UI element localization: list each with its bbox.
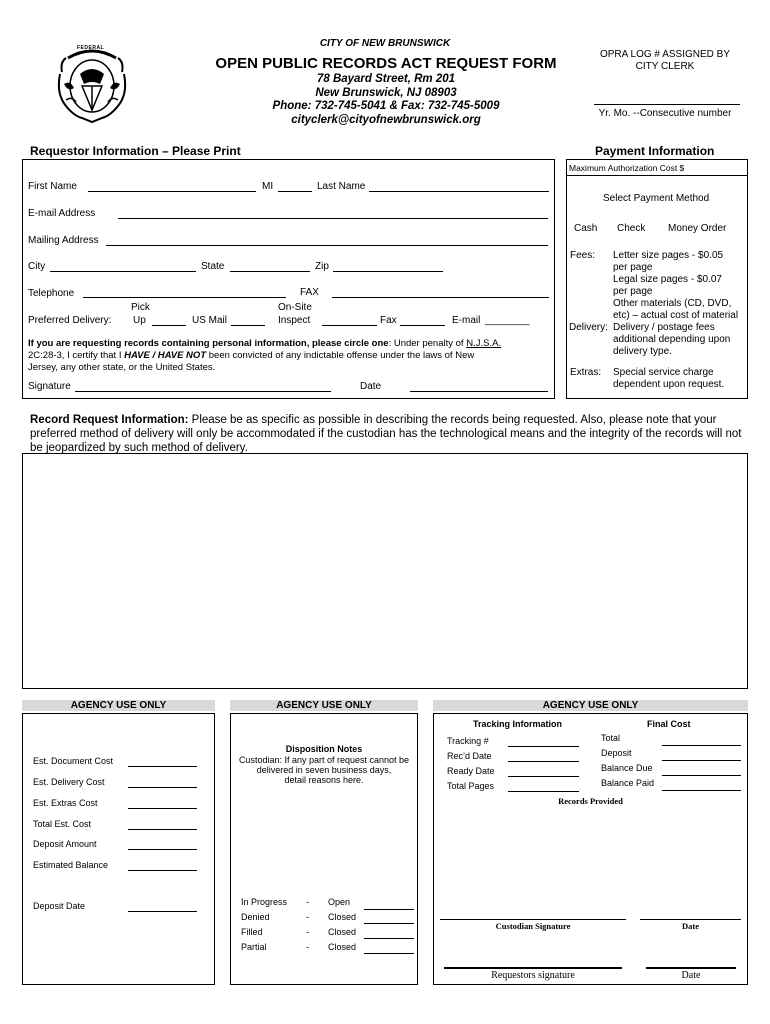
balance-paid-label: Balance Paid [601, 778, 655, 788]
city-seal [52, 44, 132, 124]
njsa-ref: N.J.S.A. [466, 338, 502, 349]
inspect-option-field[interactable] [322, 325, 377, 326]
fax-label: FAX [300, 287, 319, 298]
pickup-option-field[interactable] [152, 325, 186, 326]
payment-heading: Payment Information [595, 144, 715, 158]
est-extras-cost-label: Est. Extras Cost [33, 798, 98, 808]
us-mail-option-field[interactable] [231, 325, 265, 326]
signature-field[interactable] [75, 391, 331, 392]
tracking-title: Tracking Information [473, 719, 563, 729]
requestor-date-label: Date [681, 970, 701, 981]
opra-log-line2: CITY CLERK [635, 61, 695, 72]
fees-label: Fees: [570, 250, 596, 261]
opra-log-line1: OPRA LOG # ASSIGNED BY [599, 49, 731, 60]
fee-other: Other materials (CD, DVD, [613, 298, 732, 309]
cert-bold: If you are requesting records containing personal information, please circle one [28, 338, 389, 349]
record-request-textarea[interactable] [22, 453, 748, 689]
state-label: State [201, 261, 225, 272]
ready-date-label: Ready Date [447, 766, 495, 776]
email-address-label: E-mail Address [28, 208, 96, 219]
est-document-cost-field[interactable] [128, 766, 197, 767]
mailing-address-field[interactable] [106, 245, 548, 246]
custodian-date-field[interactable] [640, 919, 741, 920]
est-delivery-cost-field[interactable] [128, 787, 197, 788]
fee-letter: Letter size pages - $0.05 [613, 250, 724, 261]
ready-date-field[interactable] [508, 776, 579, 777]
last-name-field[interactable] [369, 191, 549, 192]
fax-option-label: Fax [380, 315, 397, 326]
disposition-line-1: Custodian: If any part of request cannot be [238, 755, 410, 765]
clerk-email: cityclerk@cityofnewbrunswick.org [291, 114, 481, 126]
pick-label: Pick [131, 302, 150, 313]
city-field[interactable] [50, 271, 196, 272]
fax-field[interactable] [332, 297, 549, 298]
delivery-fee-1: Delivery / postage fees [613, 322, 715, 333]
fax-option-field[interactable] [400, 325, 445, 326]
first-name-field[interactable] [88, 191, 256, 192]
cert-part-3: been convicted of any indictable offense under the laws of New [206, 350, 475, 361]
date-label: Date [360, 381, 382, 392]
requestor-date-field[interactable] [646, 967, 736, 969]
deposit-amount-field[interactable] [128, 849, 197, 850]
telephone-label: Telephone [28, 288, 75, 299]
fee-letter-unit: per page [613, 262, 653, 273]
agency-band-1: AGENCY USE ONLY [22, 700, 215, 711]
first-name-label: First Name [28, 181, 77, 192]
balance-due-field[interactable] [662, 775, 741, 776]
zip-label: Zip [315, 261, 329, 272]
fees-list [613, 250, 738, 358]
status-closed[interactable]: Closed [328, 942, 357, 952]
total-est-cost-field[interactable] [128, 829, 197, 830]
estimated-balance-label: Estimated Balance [33, 860, 109, 870]
extras-1: Special service charge [613, 367, 714, 378]
max-cost-divider [566, 175, 748, 176]
record-request-line-3: be jeopardized by such method of delivery. [30, 442, 248, 454]
delivery-label: Delivery: [569, 322, 608, 333]
custodian-signature-field[interactable] [440, 919, 626, 920]
delivery-fee-2: additional depending upon [613, 334, 731, 345]
record-request-heading: Record Request Information: [30, 414, 189, 426]
state-field[interactable] [230, 271, 310, 272]
phone-fax: Phone: 732-745-5041 & Fax: 732-745-5009 [272, 100, 500, 112]
certification-text [28, 338, 501, 374]
status-dash: - [306, 942, 309, 952]
cert-part-2: 2C:28-3, I certify that I [28, 350, 125, 361]
status-dash: - [306, 897, 309, 907]
status-partial[interactable]: Partial [241, 942, 267, 952]
cert-part-1: : Under penalty of [388, 338, 467, 349]
total-est-cost-label: Total Est. Cost [33, 819, 92, 829]
max-authorization-cost: Maximum Authorization Cost $ [569, 163, 685, 173]
status-closed[interactable]: Closed [328, 912, 357, 922]
email-option-field[interactable]: ________ [485, 315, 530, 326]
status-filled-date-field[interactable] [364, 938, 414, 939]
deposit-date-label: Deposit Date [33, 901, 86, 911]
signature-label: Signature [28, 381, 71, 392]
requestor-signature-field[interactable] [444, 967, 622, 969]
fee-legal-unit: per page [613, 286, 653, 297]
payment-cash[interactable]: Cash [574, 223, 598, 234]
city-name: CITY OF NEW BRUNSWICK [319, 38, 451, 49]
record-request-line-2: preferred method of delivery will only be accommodated if the custodian has the technological means and the integrity of the records will not [30, 428, 742, 440]
select-payment-method: Select Payment Method [603, 193, 710, 204]
final-total-label: Total [601, 733, 621, 743]
extras-2: dependent upon request. [613, 379, 725, 390]
us-mail-label: US Mail [192, 315, 228, 326]
cert-part-4: Jersey, any other state, or the United States. [28, 362, 216, 373]
extras-list [613, 367, 724, 391]
recd-date-field[interactable] [508, 761, 579, 762]
address-line-2: New Brunswick, NJ 08903 [315, 87, 457, 99]
status-denied[interactable]: Denied [241, 912, 270, 922]
est-extras-cost-field[interactable] [128, 808, 197, 809]
seal-emblem [52, 44, 132, 124]
record-request-text [30, 413, 741, 455]
fee-legal: Legal size pages - $0.07 [613, 274, 722, 285]
up-label: Up [133, 315, 146, 326]
have-have-not[interactable]: HAVE / HAVE NOT [124, 350, 207, 361]
status-open-date-field[interactable] [364, 909, 414, 910]
balance-due-label: Balance Due [601, 763, 653, 773]
mi-field[interactable] [278, 191, 312, 192]
status-filled[interactable]: Filled [241, 927, 263, 937]
telephone-field[interactable] [83, 297, 286, 298]
extras-label: Extras: [570, 367, 602, 378]
requestor-signature-label: Requestors signature [491, 970, 575, 981]
last-name-label: Last Name [317, 181, 366, 192]
deposit-amount-label: Deposit Amount [33, 839, 97, 849]
address-line-1: 78 Bayard Street, Rm 201 [316, 73, 456, 85]
tracking-number-field[interactable] [508, 746, 579, 747]
email-address-field[interactable] [118, 218, 548, 219]
payment-check[interactable]: Check [617, 223, 646, 234]
estimated-balance-field[interactable] [128, 870, 197, 871]
final-deposit-label: Deposit [601, 748, 632, 758]
opra-log-number-line[interactable] [594, 104, 740, 105]
mi-label: MI [262, 181, 274, 192]
mailing-address-label: Mailing Address [28, 235, 99, 246]
status-denied-date-field[interactable] [364, 923, 414, 924]
final-total-field[interactable] [662, 745, 741, 746]
form-title: OPEN PUBLIC RECORDS ACT REQUEST FORM [215, 55, 557, 72]
status-partial-date-field[interactable] [364, 953, 414, 954]
disposition-title: Disposition Notes [285, 744, 363, 754]
payment-money-order[interactable]: Money Order [668, 223, 727, 234]
total-pages-label: Total Pages [447, 781, 495, 791]
disposition-line-2: delivered in seven business days, [256, 765, 392, 775]
delivery-fee-3: delivery type. [613, 346, 672, 357]
status-dash: - [306, 927, 309, 937]
tracking-number-label: Tracking # [447, 736, 489, 746]
status-in-progress[interactable]: In Progress [241, 897, 288, 907]
agency-band-3: AGENCY USE ONLY [433, 700, 748, 711]
est-delivery-cost-label: Est. Delivery Cost [33, 777, 105, 787]
status-dash: - [306, 912, 309, 922]
records-provided-label: Records Provided [558, 796, 623, 806]
preferred-delivery-label: Preferred Delivery: [28, 315, 112, 326]
deposit-date-field[interactable] [128, 911, 197, 912]
status-closed[interactable]: Closed [328, 927, 357, 937]
on-site-label: On-Site [278, 302, 312, 313]
fee-other-detail: etc) – actual cost of material [613, 310, 739, 321]
balance-paid-field[interactable] [662, 790, 741, 791]
seal-banner-text: FEDERAL [77, 45, 105, 51]
final-cost-title: Final Cost [647, 719, 691, 729]
total-pages-field[interactable] [508, 791, 579, 792]
custodian-signature-label: Custodian Signature [495, 921, 571, 931]
final-deposit-field[interactable] [662, 760, 741, 761]
est-document-cost-label: Est. Document Cost [33, 756, 114, 766]
record-request-line-1: Please be as specific as possible in describing the records being requested. Also, please note that your [188, 414, 717, 426]
disposition-line-3: detail reasons here. [284, 775, 364, 785]
requestor-heading: Requestor Information – Please Print [30, 144, 241, 158]
recd-date-label: Rec’d Date [447, 751, 492, 761]
date-field[interactable] [410, 391, 548, 392]
city-label: City [28, 261, 46, 272]
agency-band-2: AGENCY USE ONLY [230, 700, 418, 711]
opra-log-caption: Yr. Mo. --Consecutive number [598, 108, 732, 119]
zip-field[interactable] [333, 271, 443, 272]
status-open[interactable]: Open [328, 897, 351, 907]
email-option-label: E-mail [452, 315, 481, 326]
inspect-label: Inspect [278, 315, 311, 326]
custodian-date-label: Date [682, 921, 699, 931]
